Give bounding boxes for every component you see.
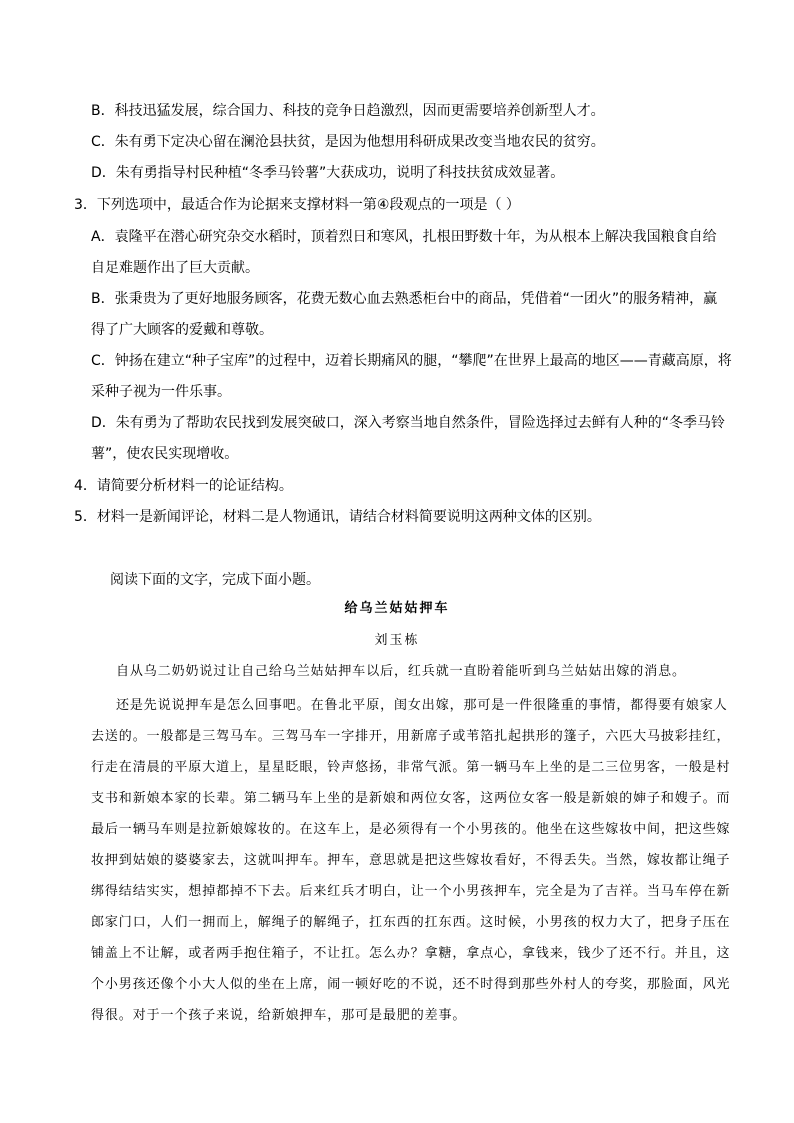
q5-stem: 5．材料一是新闻评论，材料二是人物通讯，请结合材料简要说明这两种文体的区别。 (74, 509, 601, 525)
q2-option-c: C．朱有勇下定决心留在澜沧县扶贫，是因为他想用科研成果改变当地农民的贫穷。 (91, 134, 605, 150)
story-paragraph-2-line: 去送的。一般都是三驾马车。三驾马车一字排开，用新席子或苇箔扎起拱形的篷子，六匹大马披彩挂红， (91, 729, 731, 744)
q3-option-d-line2: 薯”，使农民实现增收。 (91, 446, 239, 462)
story-paragraph-2-line: 最后一辆马车则是拉新娘嫁妆的。在这车上，是必须得有一个小男孩的。他坐在这些嫁妆中间，把这些嫁 (91, 822, 731, 837)
reading-intro: 阅读下面的文字，完成下面小题。 (110, 572, 320, 588)
q3-option-a-line2: 自足难题作出了巨大贡献。 (91, 260, 259, 276)
q3-option-b-line2: 得了广大顾客的爱戴和尊敬。 (91, 322, 273, 338)
q2-option-d: D．朱有勇指导村民种植“冬季马铃薯”大获成功，说明了科技扶贫成效显著。 (91, 165, 565, 181)
q3-option-a-line1: A．袁隆平在潜心研究杂交水稻时，顶着烈日和寒风，扎根田野数十年，为从根本上解决我国粮食自给 (91, 229, 717, 245)
story-paragraph-2-line: 支书和新娘本家的长辈。第二辆马车上坐的是新娘和两位女客，这两位女客一般是新娘的婶子和嫂子。而 (91, 791, 731, 806)
story-paragraph-2-line: 绑得结结实实，想掉都掉不下去。后来红兵才明白，让一个小男孩押车，完全是为了吉祥。当马车停在新 (91, 884, 731, 899)
story-paragraph-2-line: 铺盖上不让解，或者两手抱住箱子，不让扛。怎么办？拿糖，拿点心，拿钱来，钱少了还不行。并且，这 (91, 946, 731, 961)
story-paragraph-2-line: 个小男孩还像个小大人似的坐在上席，闹一顿好吃的不说，还不时得到那些外村人的夸奖，那脸面，风光 (91, 977, 731, 992)
q3-stem: 3．下列选项中，最适合作为论据来支撑材料一第④段观点的一项是（ ） (74, 197, 520, 213)
story-paragraph-2-line: 郎家门口，人们一拥而上，解绳子的解绳子，扛东西的扛东西。这时候，小男孩的权力大了，把身子压在 (91, 915, 731, 930)
story-author: 刘玉栋 (374, 633, 420, 648)
q2-option-b: B．科技迅猛发展，综合国力、科技的竞争日趋激烈，因而更需要培养创新型人才。 (91, 103, 605, 119)
story-paragraph-2-line: 妆押到姑娘的婆婆家去，这就叫押车。押车，意思就是把这些嫁妆看好，不得丢失。当然，嫁妆都让绳子 (91, 853, 731, 868)
story-title: 给乌兰姑姑押车 (344, 601, 450, 616)
story-paragraph-2-line: 行走在清晨的平原大道上，星星眨眼，铃声悠扬，非常气派。第一辆马车上坐的是二三位男客，一般是村 (91, 760, 731, 775)
q3-option-c-line1: C．钟扬在建立“种子宝库”的过程中，迈着长期痛风的腿，“攀爬”在世界上最高的地区——青藏高原，将 (91, 353, 732, 369)
story-paragraph-1: 自从乌二奶奶说过让自己给乌兰姑姑押车以后，红兵就一直盼着能听到乌兰姑姑出嫁的消息。 (116, 664, 686, 679)
story-paragraph-2-line: 还是先说说押车是怎么回事吧。在鲁北平原，闺女出嫁，那可是一件很隆重的事情，都得要有娘家人 (116, 698, 728, 713)
story-paragraph-2-line: 得很。对于一个孩子来说，给新娘押车，那可是最肥的差事。 (91, 1008, 467, 1023)
q3-option-b-line1: B．张秉贵为了更好地服务顾客，花费无数心血去熟悉柜台中的商品，凭借着“一团火”的服务精神，赢 (91, 291, 718, 307)
q3-option-c-line2: 采种子视为一件乐事。 (91, 384, 231, 400)
q3-option-d-line1: D．朱有勇为了帮助农民找到发展突破口，深入考察当地自然条件，冒险选择过去鲜有人种的“冬季马铃 (91, 415, 726, 431)
q4-stem: 4．请简要分析材料一的论证结构。 (74, 478, 293, 494)
